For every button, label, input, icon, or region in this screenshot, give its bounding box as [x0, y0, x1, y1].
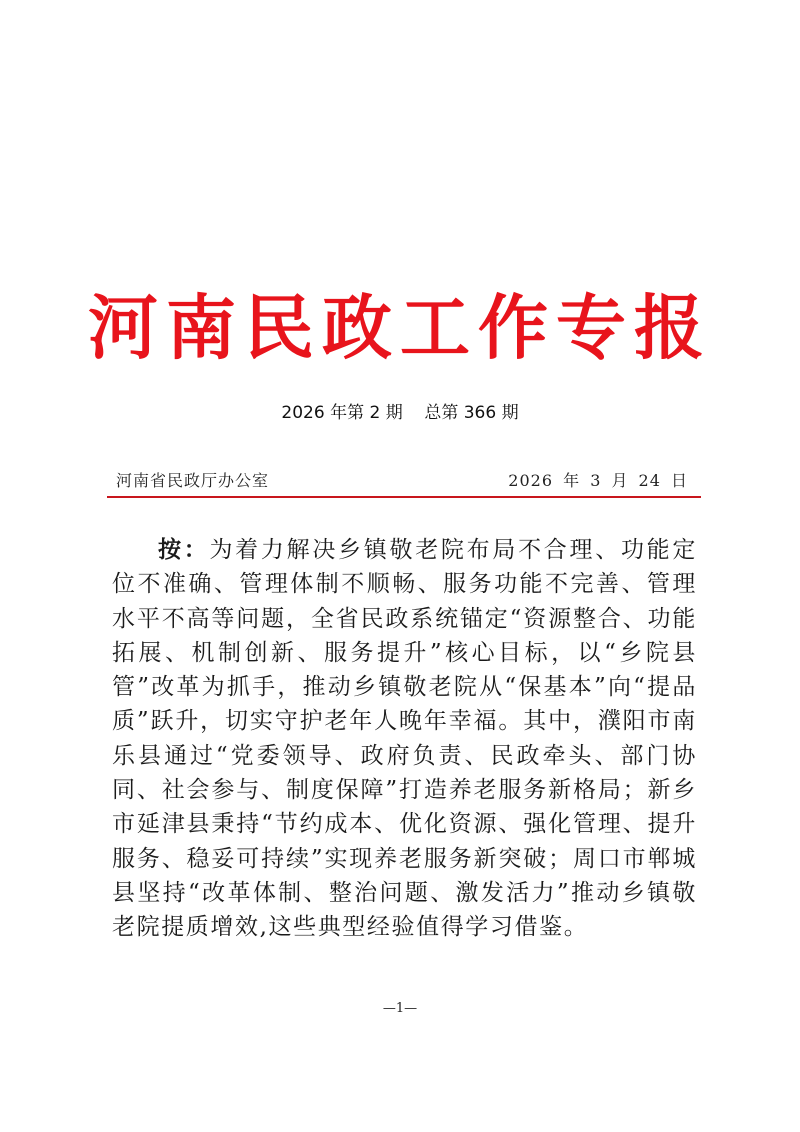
page-number: —1— [382, 1001, 418, 1016]
issue-separator [403, 403, 425, 423]
editor-note-paragraph [112, 533, 697, 945]
editor-note-lead: 按： [158, 537, 210, 563]
total-issue-number: 总第 366 期 [424, 403, 519, 423]
issuing-organization: 河南省民政厅办公室 [116, 471, 270, 490]
issue-date: 2026 年 3 月 24 日 [508, 471, 688, 490]
masthead-title: 河南民政工作专报 [88, 286, 712, 369]
document-meta-row [112, 469, 688, 493]
editor-note-text: 为着力解决乡镇敬老院布局不合理、功能定位不准确、管理体制不顺畅、服务功能不完善、管理水平不高等问题，全省民政系统锚定“资源整合、功能拓展、机制创新、服务提升”核心目标，以“乡院县管”改革为抓手，推动乡镇敬老院从“保基本”向“提品质”跃升，切实守护老年人晚年幸福。其中，濮阳市南乐县通过“党委领导、政府负责、民政牵头、部门协同、社会参与、制度保障”打造养老服务新格局；新乡市延津县秉持“节约成本、优化资源、强化管理、提升服务、稳妥可持续”实现养老服务新突破；周口市郸城县坚持“改革体制、整治问题、激发活力”推动乡镇敬老院提质增效,这些典型经验值得学习借鉴。 [112, 537, 698, 941]
issue-line [0, 401, 800, 425]
issue-number: 2026 年第 2 期 [281, 403, 403, 423]
red-divider-rule [107, 496, 701, 498]
